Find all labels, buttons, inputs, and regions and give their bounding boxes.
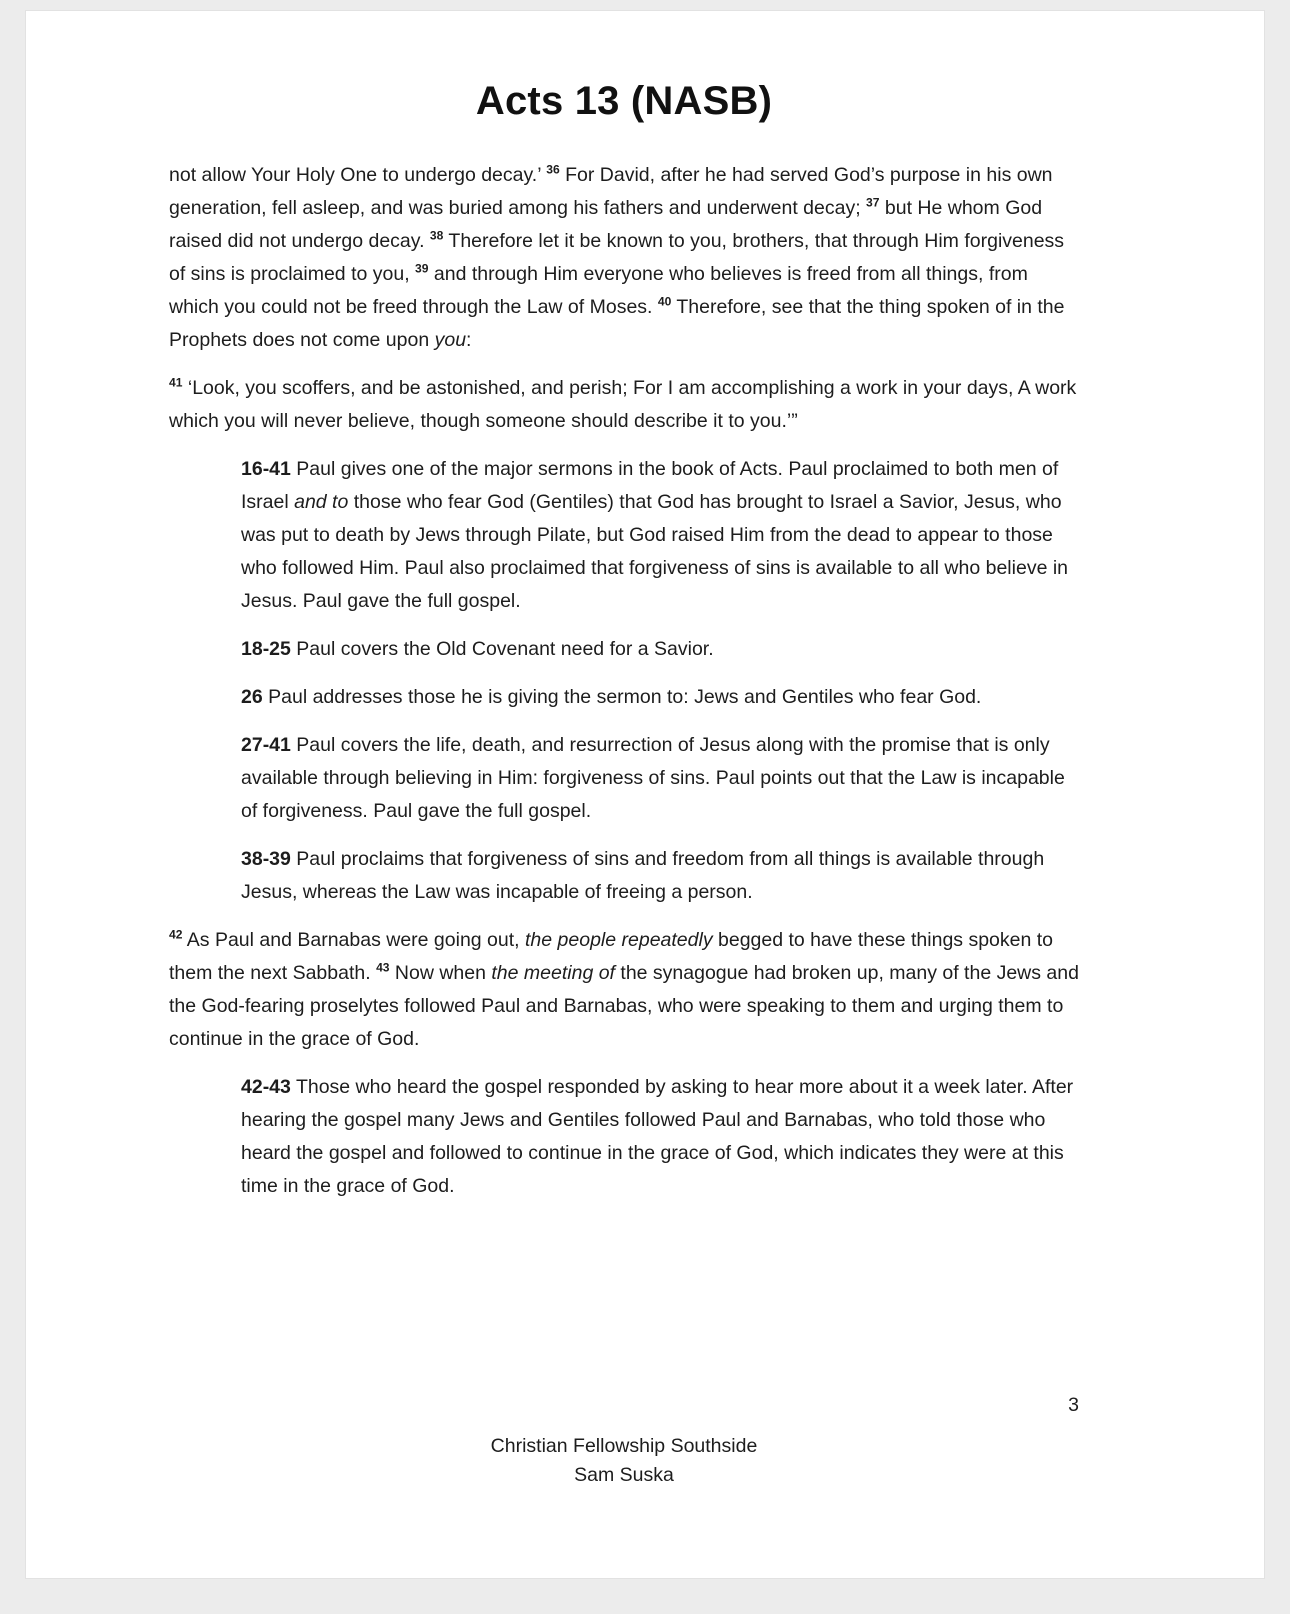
- verse-number: 40: [657, 294, 672, 309]
- verse-number: 37: [866, 195, 880, 210]
- text-run: and through Him everyone who believes is freed from all things, from which you could not be freed through the Law of Moses.: [169, 263, 1028, 318]
- text-run: Paul addresses those he is giving the sermon to: Jews and Gentiles who fear God.: [262, 686, 982, 708]
- text-run: 38-39: [241, 848, 291, 870]
- footer-author: Sam Suska: [574, 1464, 674, 1486]
- text-run: the synagogue had broken up, many of the Jews and the God-fearing proselytes followed Paul and Barnabas, who were speaking to them and urging them to continue in the grace of God.: [169, 962, 1079, 1050]
- verse-number: 42: [169, 927, 183, 942]
- scripture-paragraph: [169, 159, 1079, 357]
- text-run: those who fear God (Gentiles) that God has brought to Israel a Savior, Jesus, who was put to death by Jews through Pilate, but God raised Him from the dead to appear to those who followed Him. Paul also proclaimed that forgiveness of sins is available to all who believe in Jesus. Paul gave the full gospel.: [241, 491, 1069, 612]
- text-run: but He whom God raised did not undergo decay.: [169, 197, 1043, 252]
- text-run: the meeting of: [491, 962, 615, 984]
- commentary-paragraph: [169, 453, 1079, 618]
- text-run: 27-41: [241, 734, 291, 756]
- text-run: begged to have these things spoken to them the next Sabbath.: [169, 929, 1054, 984]
- text-run: Now when: [389, 962, 492, 984]
- text-run: and to: [294, 491, 349, 513]
- verse-number: 43: [376, 960, 390, 975]
- text-run: not allow Your Holy One to undergo decay.’: [169, 164, 547, 186]
- commentary-paragraph: [169, 843, 1079, 909]
- verse-number: 39: [415, 261, 429, 276]
- scripture-paragraph: [169, 924, 1079, 1056]
- document-page: [25, 10, 1265, 1579]
- text-run: 26: [241, 686, 263, 708]
- text-run: Paul gives one of the major sermons in the book of Acts. Paul proclaimed to both men of Israel: [241, 458, 1059, 513]
- page-title: Acts 13 (NASB): [475, 79, 773, 123]
- page-footer: [169, 1391, 1079, 1490]
- text-run: :: [466, 329, 472, 351]
- text-run: For David, after he had served God’s purpose in his own generation, fell asleep, and was buried among his fathers and underwent decay;: [169, 164, 1053, 219]
- commentary-paragraph: [169, 633, 1079, 666]
- verse-number: 36: [546, 162, 560, 177]
- text-run: As Paul and Barnabas were going out,: [182, 929, 526, 951]
- commentary-paragraph: [169, 681, 1079, 714]
- text-run: Paul covers the Old Covenant need for a Savior.: [290, 638, 714, 660]
- text-run: Therefore let it be known to you, brothers, that through Him forgiveness of sins is proclaimed to you,: [169, 230, 1065, 285]
- text-run: ‘Look, you scoffers, and be astonished, and perish; For I am accomplishing a work in your days, A work which you will never believe, though someone should describe it to you.’”: [169, 377, 1077, 432]
- verse-number: 38: [429, 228, 444, 243]
- scripture-paragraph: [169, 372, 1079, 438]
- footer-organization: Christian Fellowship Southside: [490, 1435, 758, 1457]
- text-run: you: [434, 329, 467, 351]
- page-number: 3: [1068, 1394, 1079, 1416]
- commentary-paragraph: [169, 1071, 1079, 1203]
- text-run: Paul covers the life, death, and resurrection of Jesus along with the promise that is only available through believing in Him: forgiveness of sins. Paul points out that the Law is incapable of forgiveness. Paul gave the full gospel.: [241, 734, 1065, 822]
- text-run: Paul proclaims that forgiveness of sins and freedom from all things is available through Jesus, whereas the Law was incapable of freeing a person.: [241, 848, 1045, 903]
- text-run: 42-43: [241, 1076, 291, 1098]
- text-run: 16-41: [241, 458, 291, 480]
- text-run: Therefore, see that the thing spoken of in the Prophets does not come upon: [169, 296, 1065, 351]
- text-run: the people repeatedly: [525, 929, 713, 951]
- text-run: Those who heard the gospel responded by asking to hear more about it a week later. After hearing the gospel many Jews and Gentiles followed Paul and Barnabas, who told those who heard the gospel and followed to continue in the grace of God, which indicates they were at this time in the grace of God.: [241, 1076, 1074, 1197]
- commentary-paragraph: [169, 729, 1079, 828]
- verse-number: 41: [169, 375, 183, 390]
- text-run: 18-25: [241, 638, 291, 660]
- document-body: [169, 144, 1079, 1218]
